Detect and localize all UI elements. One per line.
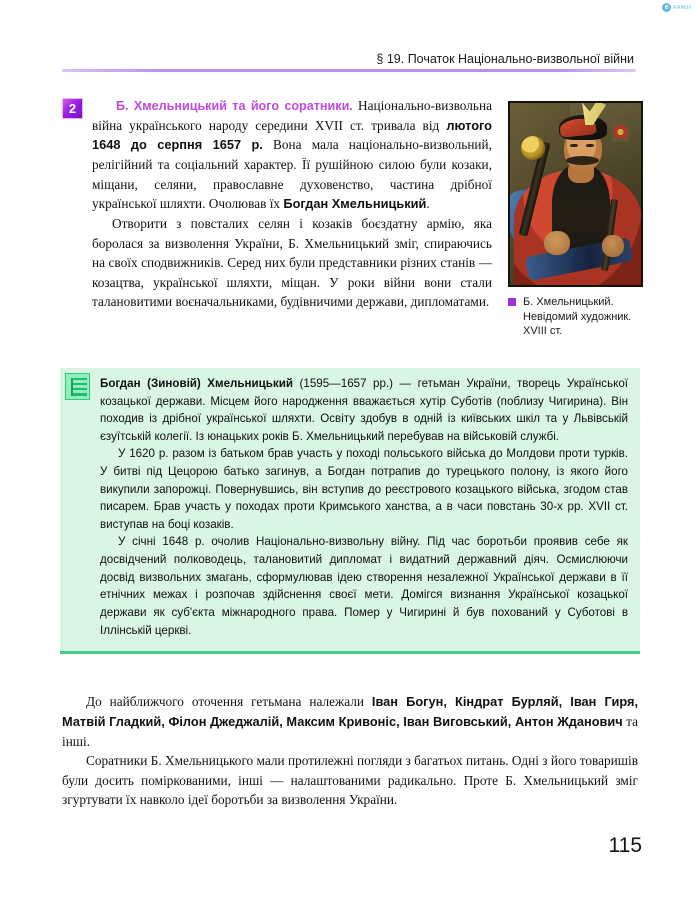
section-number-badge: 2: [62, 98, 83, 119]
portrait-left-hand: [544, 231, 570, 255]
biography-paragraph-2: У 1620 р. разом із батьком брав участь у поході польського війська до Молдови проти турків. У битві під Цецорою батько загинув, а Богдан потрапив до турецького полону, із якого його викупили запорожці. Повернувшись, він вступив до реєстрового козацького війська, згодом став писарем. Брав участь у походах проти Кримського ханства, а в часи повстань 30-х рр. XVII ст. виступав на боці козаків.: [100, 447, 628, 531]
portrait-image: [508, 101, 643, 287]
section-leader-name: Богдан Хмельницький: [283, 196, 427, 212]
publisher-logo-text: RANOK: [673, 4, 692, 11]
associates-name-list: Іван Богун, Кіндрат Бурляй, Іван Гиря, Матвій Гладкий, Філон Джеджалій, Максим Кривоніс, Іван Виговський, Антон Жданович: [62, 694, 639, 729]
running-head-rule: [62, 69, 636, 72]
running-head: [62, 52, 636, 72]
biography-paragraph-3: У січні 1648 р. очолив Національно-визвольну війну. Під час боротьби проявив себе як досвідчений полководець, талановитий дипломат і видатний державний діяч. Осмислюючи досвід визвольних змагань, сформулював ідею створення незалежної Української держави в її етнічних межах і розпочав здійснення своєї мети. Домігся визнання Української козацької держави як суб'єкта міжнародного права. Помер у Чигирині й був похований у Суботові в Іллінській церкві.: [100, 535, 628, 637]
figure-caption: [508, 295, 643, 339]
biography-box: [60, 368, 640, 654]
portrait-moustache: [566, 156, 599, 165]
section-date-range: лютого 1648 до серпня 1657 р.: [92, 117, 492, 153]
closing-body: [62, 692, 638, 810]
section-paragraph-1-text-c: .: [426, 196, 430, 212]
closing-paragraph-1-text-a: До найближчого оточення гетьмана належали: [86, 694, 372, 709]
closing-paragraph-1: [62, 692, 638, 751]
biography-paragraph-1: [100, 375, 628, 445]
figure-khmelnytsky: [508, 101, 643, 339]
section-paragraph-1-text-b: Вона мала національно-визвольний, релігійний та соціальний характер. Її рушійною силою були козаки, міщани, селяни, православне духовенство, частина дрібної української шляхти. Очолював їх: [92, 137, 492, 212]
section-paragraph-1: [92, 96, 492, 214]
caption-bullet-icon: [508, 298, 516, 306]
section-lead-in: Б. Хмельницький та його соратники.: [116, 99, 353, 113]
portrait-left-eye: [570, 144, 578, 147]
running-head-title: § 19. Початок Національно-визвольної війни: [376, 52, 634, 66]
closing-paragraph-2: Соратники Б. Хмельницького мали протилежні погляди з багатьох питань. Одні з його товаришів були досить поміркованими, інші — налаштованими радикально. Проте Б. Хмельницький зміг згуртувати їх навколо ідеї боротьби за визволення України.: [62, 753, 638, 808]
page-number: 115: [608, 834, 642, 857]
portrait-crest-icon: [611, 122, 630, 142]
book-icon: [65, 373, 90, 400]
portrait-right-hand: [602, 235, 624, 257]
section-paragraph-1-text-a: Національно-визвольна війна українського народу середини XVII ст. тривала від: [92, 98, 492, 133]
caption-text: Б. Хмельницький. Невідомий художник. XVIII ст.: [523, 296, 632, 338]
biography-body: [100, 375, 628, 639]
publisher-logo-mark: e: [662, 3, 671, 12]
biography-person-name: Богдан (Зиновій) Хмельницький: [100, 377, 293, 390]
biography-paragraph-1-text: (1595—1657 рр.) — гетьман України, творець Української козацької держави. Місцем його народження вважається хутір Суботів (поблизу Чигирина). Він походив із дрібної української шляхти. Освіту здобув в одній із київських шкіл та у Львівській єзуїтській колегії. Із юнацьких років Б. Хмельницький перебував на військовій службі.: [100, 377, 628, 443]
section-body: [92, 96, 492, 312]
closing-paragraph-1-text-b: та інші.: [62, 713, 638, 749]
section-paragraph-2: Отворити з повсталих селян і козаків боєздатну армію, яка боролася за визволення України, Б. Хмельницький зміг, спираючись на своїх сподвижників. Серед них були представники різних станів — козацтва, української шляхти, міщан. У роки війни вони стали талановитими воєначальниками, будівничими держави, дипломатами.: [92, 215, 492, 310]
publisher-logo: [662, 3, 692, 12]
portrait-right-eye: [586, 144, 594, 147]
portrait-mace-head: [521, 136, 545, 160]
